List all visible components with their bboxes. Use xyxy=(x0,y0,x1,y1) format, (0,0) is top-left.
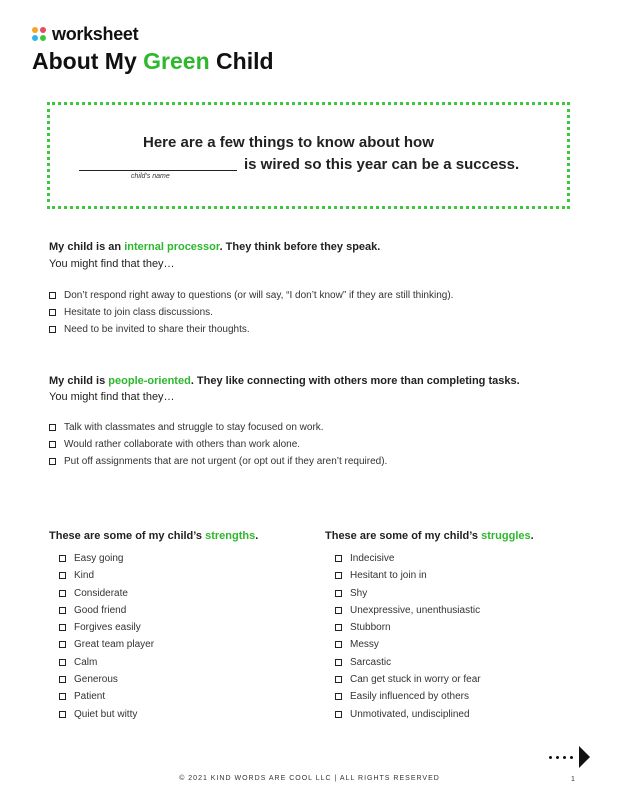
list-item xyxy=(335,640,481,657)
heading-highlight: struggles xyxy=(481,530,531,542)
item-label: Put off assignments that are not urgent (or opt out if they aren’t required). xyxy=(64,456,388,467)
list-item xyxy=(49,457,569,467)
item-label: Indecisive xyxy=(350,553,395,564)
checkbox-icon[interactable] xyxy=(59,607,66,614)
item-label: Considerate xyxy=(74,587,128,599)
struggles-column xyxy=(325,530,575,720)
item-label: Need to be invited to share their thoughts. xyxy=(64,324,250,335)
heading-highlight: strengths xyxy=(205,530,256,542)
list-item xyxy=(49,423,569,433)
checkbox-icon[interactable] xyxy=(335,676,342,683)
heading-highlight: internal processor xyxy=(124,241,220,253)
item-label: Good friend xyxy=(74,604,127,616)
heading-suffix: . They like connecting with others more than completing tasks. xyxy=(190,375,520,387)
item-label: Would rather collaborate with others than work alone. xyxy=(64,439,301,450)
page-number: 1 xyxy=(571,776,575,783)
item-label: Unmotivated, undisciplined xyxy=(350,708,470,720)
item-label: Great team player xyxy=(74,639,155,651)
item-label: Sarcastic xyxy=(350,656,392,668)
list-item xyxy=(59,640,154,657)
checkbox-icon[interactable] xyxy=(59,590,66,597)
item-label: Easily influenced by others xyxy=(350,691,469,703)
heading-suffix: . xyxy=(530,530,534,542)
checkbox-icon[interactable] xyxy=(59,555,66,562)
checkbox-icon[interactable] xyxy=(335,659,342,666)
list-item xyxy=(335,606,481,623)
checkbox-icon[interactable] xyxy=(59,693,66,700)
list-item xyxy=(59,589,154,606)
list-item xyxy=(335,658,481,675)
four-dots-logo-icon xyxy=(32,27,48,43)
section-people-oriented xyxy=(49,375,569,467)
strengths-column xyxy=(49,530,299,720)
list-item xyxy=(59,571,154,588)
title-suffix: Child xyxy=(209,48,274,74)
list-item xyxy=(335,589,481,606)
item-label: Forgives easily xyxy=(74,622,141,634)
checkbox-icon[interactable] xyxy=(49,424,56,431)
checkbox-icon[interactable] xyxy=(335,624,342,631)
list-item xyxy=(59,692,154,709)
brand-logo xyxy=(32,24,138,45)
item-label: Messy xyxy=(350,639,379,651)
item-label: Unexpressive, unenthusiastic xyxy=(350,604,481,616)
list-item xyxy=(49,291,569,301)
item-label: Hesitant to join in xyxy=(350,570,427,582)
section-internal-processor xyxy=(49,241,569,335)
struggles-list xyxy=(335,554,481,727)
heading-highlight: people-oriented xyxy=(108,375,191,387)
section-subheading: You might find that they… xyxy=(49,391,175,403)
intro-line-1: Here are a few things to know about how xyxy=(143,134,434,151)
heading-prefix: These are some of my child’s xyxy=(49,530,206,542)
checkbox-icon[interactable] xyxy=(335,590,342,597)
behavior-list xyxy=(49,291,569,335)
heading-prefix: These are some of my child’s xyxy=(325,530,482,542)
footer-copyright: © 2021 KIND WORDS ARE COOL LLC | ALL RIGHTS RESERVED xyxy=(179,775,440,782)
logo-text: worksheet xyxy=(52,24,139,44)
list-item xyxy=(49,325,569,335)
list-item xyxy=(49,440,569,450)
item-label: Can get stuck in worry or fear xyxy=(350,674,481,686)
list-item xyxy=(335,571,481,588)
checkbox-icon[interactable] xyxy=(59,641,66,648)
list-item xyxy=(49,308,569,318)
strengths-list xyxy=(59,554,154,727)
list-item xyxy=(59,658,154,675)
checkbox-icon[interactable] xyxy=(49,292,56,299)
list-item xyxy=(59,710,154,727)
list-item xyxy=(335,710,481,727)
item-label: Kind xyxy=(74,570,95,582)
list-item xyxy=(335,554,481,571)
checkbox-icon[interactable] xyxy=(335,711,342,718)
heading-prefix: My child is xyxy=(49,375,109,387)
checkbox-icon[interactable] xyxy=(59,659,66,666)
section-subheading: You might find that they… xyxy=(49,258,175,270)
list-item xyxy=(59,623,154,640)
page-title xyxy=(32,48,274,75)
item-label: Stubborn xyxy=(350,622,391,634)
checkbox-icon[interactable] xyxy=(335,607,342,614)
checkbox-icon[interactable] xyxy=(49,309,56,316)
item-label: Easy going xyxy=(74,553,124,564)
checkbox-icon[interactable] xyxy=(335,693,342,700)
item-label: Patient xyxy=(74,691,106,703)
section-heading xyxy=(49,241,569,254)
heading-suffix: . They think before they speak. xyxy=(219,241,381,253)
list-item xyxy=(335,675,481,692)
checkbox-icon[interactable] xyxy=(59,676,66,683)
item-label: Talk with classmates and struggle to stay focused on work. xyxy=(64,422,324,433)
item-label: Quiet but witty xyxy=(74,708,138,720)
section-heading xyxy=(49,375,569,388)
struggles-heading xyxy=(325,530,575,542)
behavior-list xyxy=(49,423,569,467)
checkbox-icon[interactable] xyxy=(49,441,56,448)
title-prefix: About My xyxy=(32,48,144,74)
title-highlight: Green xyxy=(143,48,210,74)
checkbox-icon[interactable] xyxy=(335,572,342,579)
strengths-heading xyxy=(49,530,299,542)
checkbox-icon[interactable] xyxy=(59,572,66,579)
item-label: Don’t respond right away to questions (or will say, “I don’t know” if they are still thinking). xyxy=(64,290,454,301)
checkbox-icon[interactable] xyxy=(59,624,66,631)
item-label: Calm xyxy=(74,656,98,668)
list-item xyxy=(59,606,154,623)
heading-prefix: My child is an xyxy=(49,241,125,253)
item-label: Generous xyxy=(74,674,118,686)
checkbox-icon[interactable] xyxy=(59,711,66,718)
intro-line-2: is wired so this year can be a success. xyxy=(244,156,520,173)
next-page-arrow-icon[interactable] xyxy=(549,746,590,768)
item-label: Shy xyxy=(350,587,368,599)
heading-suffix: . xyxy=(255,530,259,542)
list-item xyxy=(335,692,481,709)
list-item xyxy=(335,623,481,640)
list-item xyxy=(59,675,154,692)
checkbox-icon[interactable] xyxy=(49,326,56,333)
checkbox-icon[interactable] xyxy=(335,641,342,648)
child-name-label: child’s name xyxy=(131,173,170,180)
checkbox-icon[interactable] xyxy=(49,458,56,465)
child-name-field[interactable] xyxy=(79,170,237,171)
checkbox-icon[interactable] xyxy=(335,555,342,562)
item-label: Hesitate to join class discussions. xyxy=(64,307,213,318)
list-item xyxy=(59,554,154,571)
